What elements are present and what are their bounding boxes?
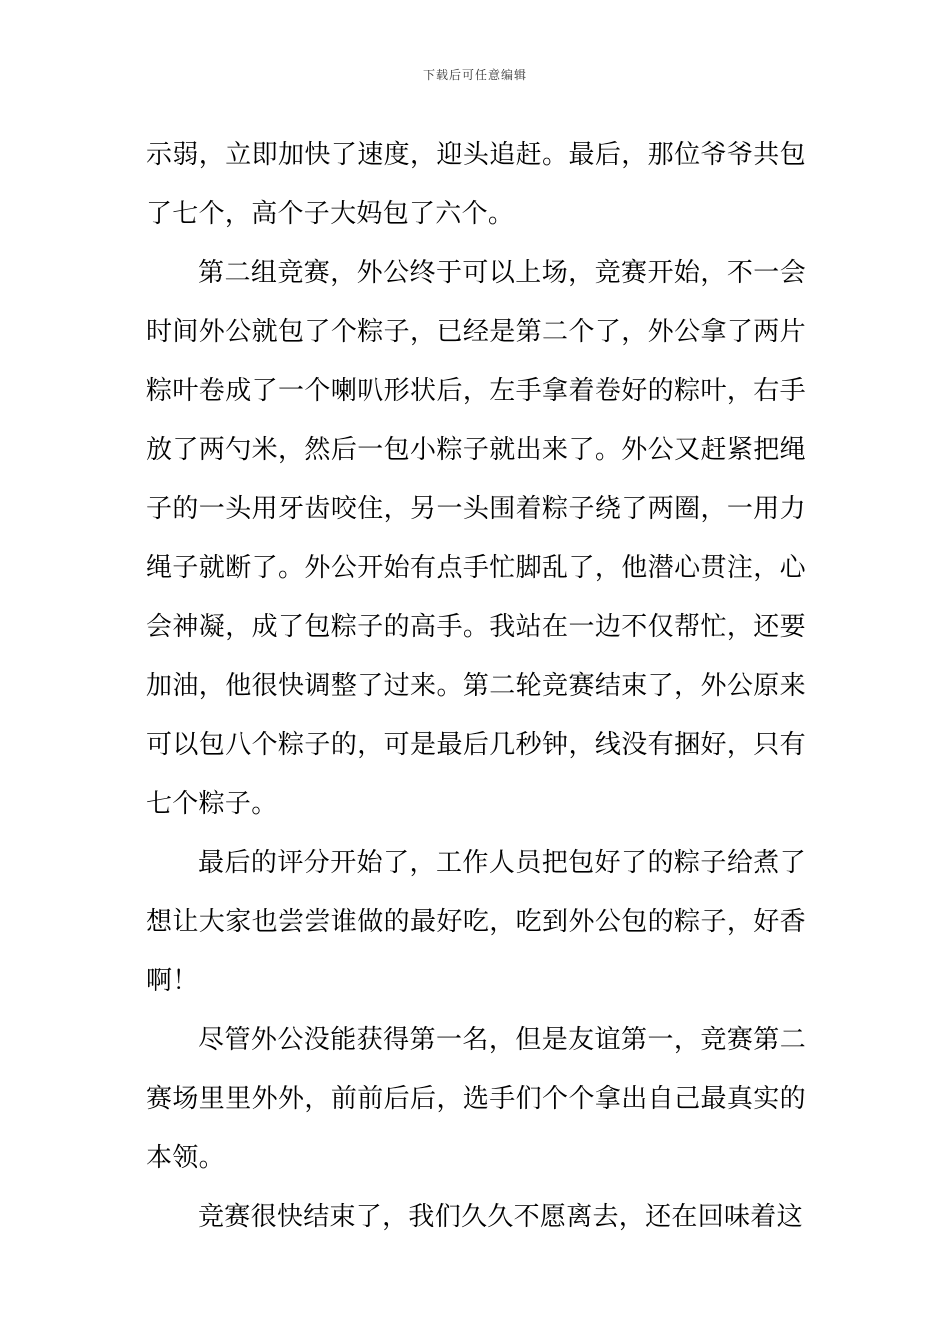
paragraph-1: 示弱，立即加快了速度，迎头追赶。最后，那位爷爷共包了七个，高个子大妈包了六个。 [146, 140, 806, 229]
article-body [146, 126, 806, 1247]
paragraph-2: 第二组竞赛，外公终于可以上场，竞赛开始，不一会时间外公就包了个粽子，已经是第二个了，外公拿了两片粽叶卷成了一个喇叭形状后，左手拿着卷好的粽叶，右手放了两勺米，然后一包小粽子就出来了。外公又赶紧把绳子的一头用牙齿咬住，另一头围着粽子绕了两圈，一用力绳子就断了。外公开始有点手忙脚乱了，他潜心贯注，心会神凝，成了包粽子的高手。我站在一边不仅帮忙，还要加油，他很快调整了过来。第二轮竞赛结束了，外公原来可以包八个粽子的，可是最后几秒钟，线没有捆好，只有七个粽子。 [146, 258, 806, 819]
page-header-note: 下载后可任意编辑 [422, 68, 527, 82]
paragraph-5: 竞赛很快结束了，我们久久不愿离去，还在回味着这 [198, 1202, 803, 1232]
paragraph-3: 最后的评分开始了，工作人员把包好了的粽子给煮了想让大家也尝尝谁做的最好吃，吃到外公包的粽子，好香啊！ [146, 848, 806, 996]
paragraph-4: 尽管外公没能获得第一名，但是友谊第一，竞赛第二赛场里里外外，前前后后，选手们个个拿出自己最真实的本领。 [146, 1025, 806, 1173]
